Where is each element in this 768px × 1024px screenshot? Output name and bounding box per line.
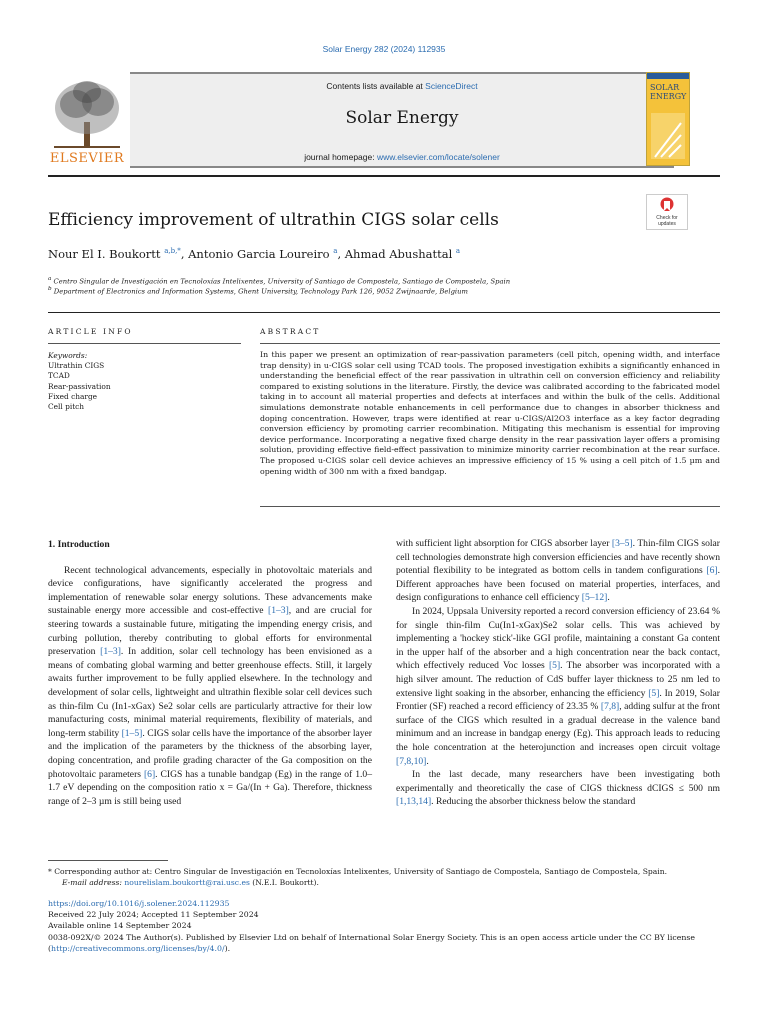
footnote-text: Corresponding author at: Centro Singular de Investigación en Tecnoloxías Intelixentes, University of Santiago de Compostela, Santiago de Compostela, Spain. — [54, 867, 668, 876]
doi-link[interactable]: https://doi.org/10.1016/j.solener.2024.112935 — [48, 899, 230, 908]
affiliation-b-text: Department of Electronics and Information Systems, Ghent University, Technology Park 126, 9052 Zwijnaarde, Belgium — [53, 287, 468, 296]
homepage-link[interactable]: www.elsevier.com/locate/solener — [376, 152, 500, 162]
body-paragraph — [396, 605, 720, 768]
cover-band — [647, 73, 689, 79]
license-text: 0038-092X/© 2024 The Author(s). Published by Elsevier Ltd on behalf of International Solar Energy Society. This is an open access article under the CC BY license ( — [48, 932, 696, 953]
text-run: . In 2019, Solar Frontier (SF) reached a record efficiency of 23.35 % — [396, 687, 720, 713]
citation-link[interactable]: [7,8] — [600, 701, 620, 713]
journal-cover-thumbnail[interactable] — [646, 72, 690, 166]
author-1-name: Nour El I. Boukortt — [48, 247, 161, 261]
body-column-left — [48, 538, 372, 808]
crossmark-icon — [660, 197, 674, 215]
text-run: , adding sulfur at the front surface of the CIGS which resulted in a gradual decrease in the valence band minimum and an increase in bandgap energy (Eg). This approach leads to reducing the hole concentration at the heterojunction and increases open circuit voltage — [396, 701, 720, 753]
contents-prefix: Contents lists available at — [326, 81, 426, 91]
affiliation-b-mark: b — [48, 286, 52, 292]
citation-link[interactable]: Solar Energy 282 (2024) 112935 — [322, 44, 446, 54]
author-1-affil: a,b,* — [164, 247, 181, 256]
citation-link[interactable]: [5] — [548, 660, 561, 672]
license-text-end: ). — [224, 943, 231, 953]
publisher-name: ELSEVIER — [49, 151, 125, 166]
cover-artwork-icon — [651, 113, 685, 159]
journal-banner — [130, 72, 674, 168]
license-link[interactable]: http://creativecommons.org/licenses/by/4.0/ — [51, 943, 225, 953]
text-run: , and are crucial for steering towards a sustainable future, mitigating the impending energy crisis, and curbing pollution, thereby contributing to global efforts for environmental preservation — [48, 605, 372, 658]
text-run: In the last decade, many researchers have been investigating both experimentally and theoretically the case of CIGS thickness dCIGS ≤ 500 nm — [396, 769, 720, 794]
keywords-label: Keywords: — [48, 351, 88, 360]
text-run: . In addition, solar cell technology has been envisioned as a means of combating global warming and better greenhouse effects. Still, it largely awaits further improvement to be fully applied elsewhere. In the technology and development of solar cells, lightweight and ultrathin flexible solar cell devices such as thin-film Cu (In1-xGax) Se2 solar cells are particularly attractive for their low manufacturing costs, minimal material requirements, flexibility of materials, and long-term stability — [48, 646, 372, 739]
journal-name: Solar Energy — [345, 108, 459, 128]
abstract-rule — [260, 343, 720, 344]
citation-link[interactable]: [1–3] — [100, 646, 121, 658]
text-run: . Different approaches have been focused on material properties, interfaces, and design configurations to enhance cell efficiency — [396, 565, 720, 604]
section-heading-introduction: 1. Introduction — [48, 539, 110, 550]
text-run: . Thin-film CIGS solar cell technologies demonstrate high conversion efficiencies and have recently shown potential flexibility to be integrated as bottom cells in tandem configurations — [396, 538, 720, 577]
crossmark-badge[interactable] — [646, 194, 688, 230]
homepage-prefix: journal homepage: — [304, 152, 377, 162]
text-run: . — [607, 592, 610, 604]
header-rule — [48, 175, 720, 177]
article-info-rule — [48, 343, 241, 344]
paper-title: Efficiency improvement of ultrathin CIGS solar cells — [48, 210, 499, 230]
cover-title — [650, 83, 686, 101]
text-run: . Reducing the absorber thickness below the standard — [431, 796, 636, 808]
affiliation-a — [48, 276, 510, 285]
author-2-affil: a — [333, 247, 338, 256]
author-2[interactable] — [188, 247, 337, 261]
homepage-line — [130, 152, 674, 162]
author-1[interactable] — [48, 247, 181, 261]
footnote-mark: * — [48, 867, 52, 876]
citation-link[interactable]: [6] — [706, 565, 718, 577]
body-paragraph — [396, 537, 720, 605]
abstract-heading: ABSTRACT — [260, 327, 321, 336]
available-online-date: Available online 14 September 2024 — [48, 921, 192, 931]
author-3[interactable] — [345, 247, 460, 261]
cover-title-line-2: ENERGY — [650, 92, 687, 101]
email-link[interactable]: nourelislam.boukortt@rai.usc.es — [124, 878, 250, 887]
citation-link[interactable]: [1–5] — [121, 727, 143, 739]
footnote-line — [48, 866, 720, 877]
text-run: . CIGS has a tunable bandgap (Eg) in the range of 1.0–1.7 eV depending on the composition ratio x = Ga/(In + Ga). Therefore, thickness range of 2–3 µm is still being used — [48, 768, 372, 807]
citation-link[interactable]: [5] — [648, 687, 660, 699]
journal-citation — [0, 44, 768, 54]
text-run: . The absorber was incorporated with a high silver amount. The reduction of CdS buffer layer thickness to 25 nm led to extensive light soaking in the absorber, enhancing the efficiency — [396, 660, 720, 699]
sciencedirect-link[interactable]: ScienceDirect — [425, 81, 478, 91]
citation-link[interactable]: [5–12] — [581, 592, 608, 604]
body-column-right — [396, 537, 720, 809]
footnote-rule — [48, 860, 168, 861]
text-run: with sufficient light absorption for CIGS absorber layer — [396, 538, 612, 549]
author-list: Nour El I. Boukortt $^{a,b,*}$, Antonio Garcia Loureiro $^a$, Ahmad Abushattal $^a$ — [48, 247, 461, 261]
email-suffix: (N.E.I. Boukortt). — [249, 878, 319, 887]
license-statement — [48, 932, 720, 954]
email-line — [48, 877, 720, 888]
citation-link[interactable]: [7,8,10] — [396, 755, 427, 767]
publication-info — [48, 898, 720, 954]
text-run: In 2024, Uppsala University reported a record conversion efficiency of 23.64 % for single thin-film Cu(In1-xGax)Se2 solar cells. This was achieved by implementing a 'hockey stick'-like GGI profile, maintaining a constant Ga content in the upper half of the absorber and a high concentration near the back contact, which effectively reduced Voc losses — [396, 605, 720, 672]
crossmark-label: Check for updates — [656, 215, 678, 227]
keyword-item: Rear-passivation — [48, 381, 111, 391]
citation-link[interactable]: [1,13,14] — [396, 796, 432, 808]
author-2-name: Antonio Garcia Loureiro — [188, 247, 330, 261]
keywords-block — [48, 351, 111, 412]
author-3-name: Ahmad Abushattal — [344, 247, 453, 261]
title-rule — [48, 312, 720, 313]
received-dates: Received 22 July 2024; Accepted 11 September 2024 — [48, 910, 259, 920]
keyword-item: Fixed charge — [48, 391, 98, 401]
text-run: Recent technological advancements, especially in photovoltaic materials and device configurations, have significantly accelerated the progress and implementation of renewable solar energy solutions. These advancements make sustainable energy more accessible and cost-effective — [48, 564, 372, 617]
body-paragraph — [48, 564, 372, 809]
citation-link[interactable]: [6] — [143, 768, 156, 780]
contents-line — [130, 81, 674, 91]
elsevier-logo — [48, 72, 126, 166]
citation-link[interactable]: [3–5] — [611, 538, 633, 549]
author-3-affil: a — [455, 247, 461, 256]
abstract-end-rule — [260, 506, 720, 507]
abstract-text: In this paper we present an optimization of rear-passivation parameters (cell pitch, opening width, and interface trap density) in u-CIGS solar cell using TCAD tools. The proposed investigation exhibits a significantly enhanced in understanding the beneficial effect of the rear passivation in ultrathin cell on conversion efficiency and reliability compared to existing solutions in the literature. Firstly, the device was calibrated according to the fabricated model taking in to account all material properties and defects at interfaces and within the bulk of the cells. Additional simulations demonstrate notable enhancements in cell performance due to changes in absorber thickness and doping concentration. However, traps were identified at rear u-CIGS/Al2O3 interface as a key factor degrading conversion efficiency by promoting carrier recombination. Mitigating this mechanism is essential for improving device performance. Incorporating a negative fixed charge density in the rear passivation layer offers a promising solution, providing effective field-effect passivation to minimize minority carrier recombination at the rear surface. The proposed u-CIGS solar cell device achieves an impressive efficiency of 15 % using a cell pitch of 1.5 µm and opening width of 300 nm with a fixed bandgap. — [260, 350, 720, 476]
article-info-heading: ARTICLE INFO — [48, 327, 133, 336]
affiliation-a-text: Centro Singular de Investigación en Tecnoloxías Intelixentes, University of Santiago de Compostela, Santiago de Compostela, Spain — [53, 277, 511, 286]
affiliation-a-mark: a — [48, 276, 52, 282]
corresponding-author-footnote — [48, 866, 720, 888]
citation-link[interactable]: [1–3] — [268, 605, 289, 617]
keyword-item: Ultrathin CIGS — [48, 361, 105, 371]
affiliation-b — [48, 286, 468, 295]
email-label: E-mail address: — [62, 878, 125, 887]
body-paragraph — [396, 768, 720, 809]
text-run: . — [426, 755, 429, 767]
cover-title-line-1: SOLAR — [650, 83, 680, 92]
text-run: . CIGS solar cells have the importance of the absorber layer and the implication of the parameters by the thickness of the absorbing layer, doping concentration, and profile grading character of the Ga composition on the photovoltaic parameters — [48, 727, 372, 780]
keyword-item: TCAD — [48, 371, 70, 381]
keyword-item: Cell pitch — [48, 402, 85, 412]
masthead — [48, 72, 720, 166]
